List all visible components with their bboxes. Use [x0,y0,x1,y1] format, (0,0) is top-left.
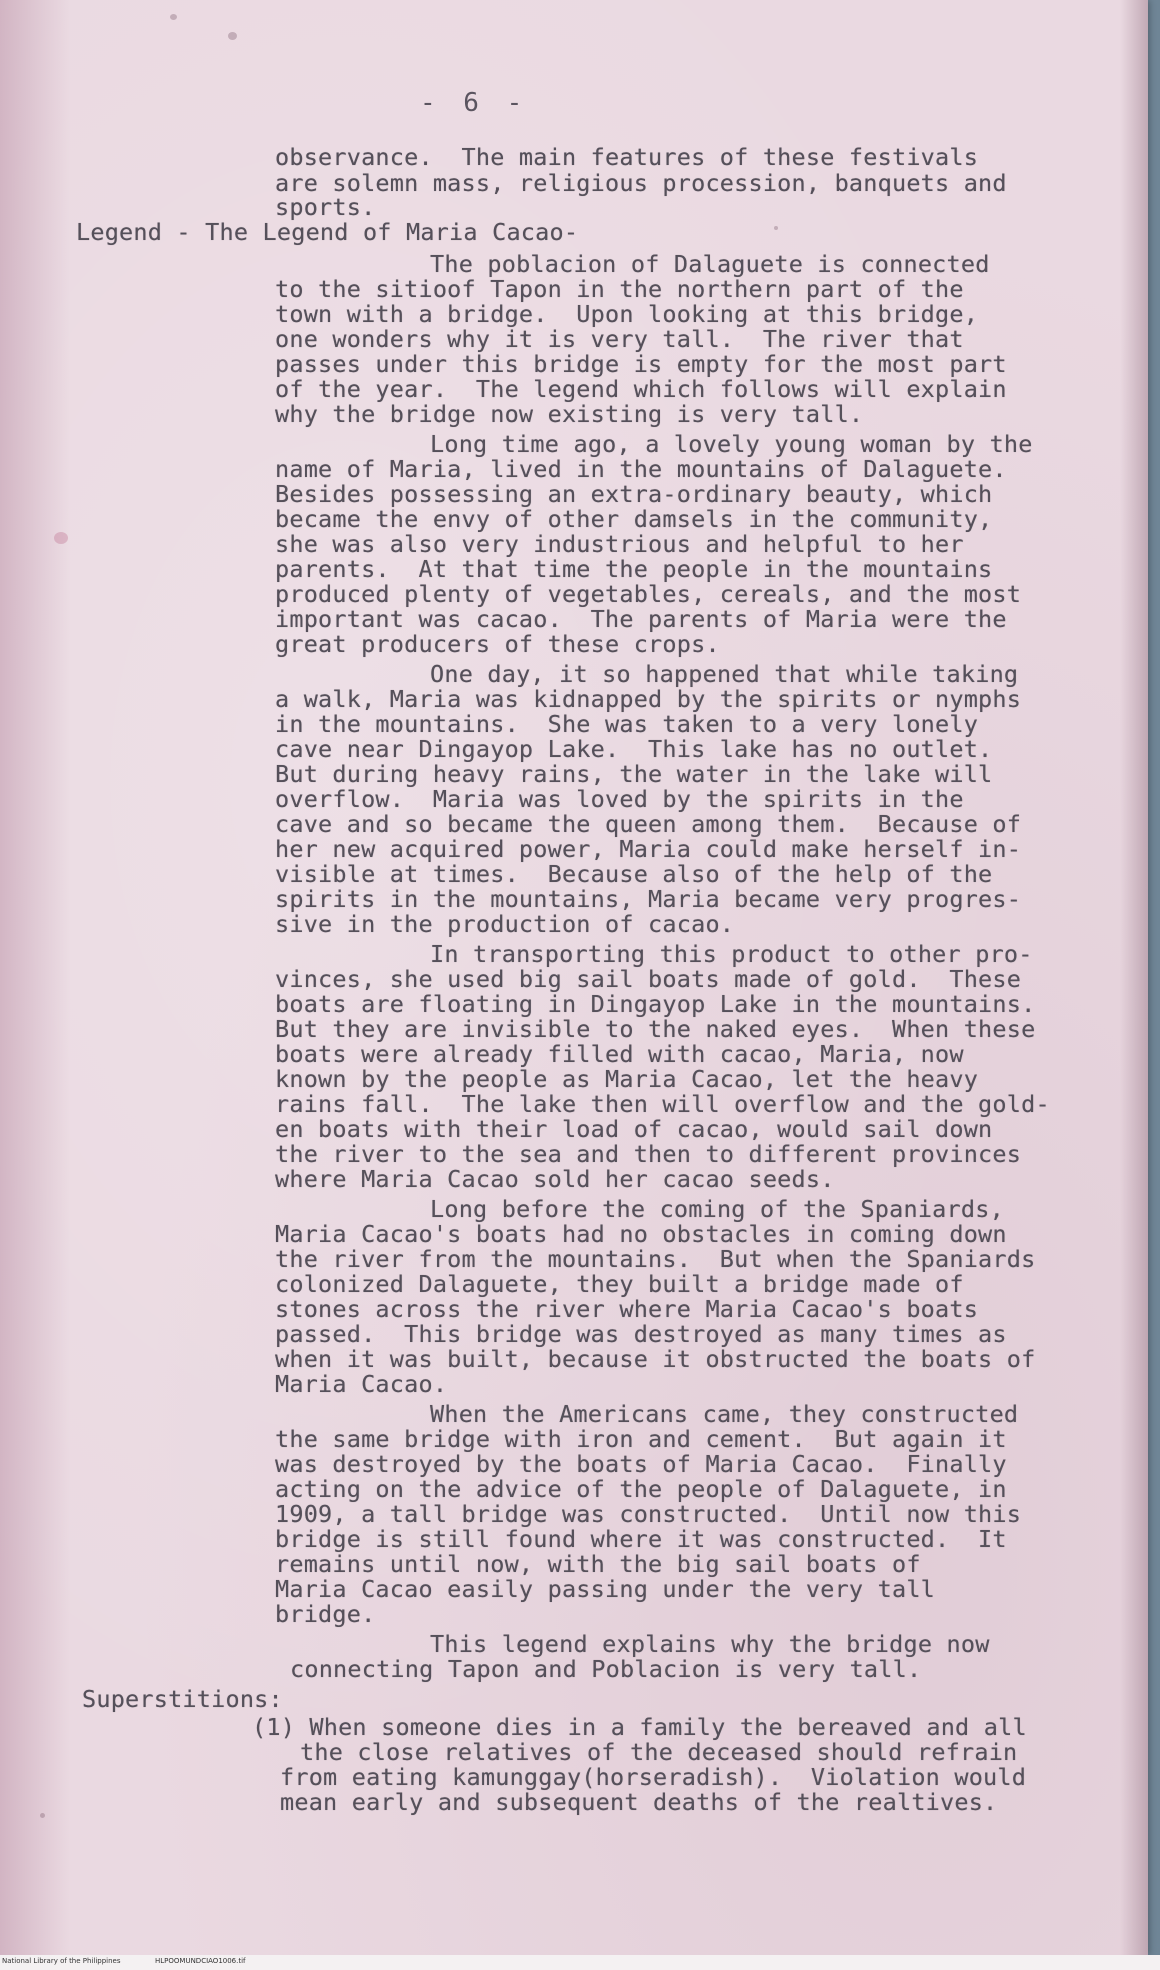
text-line: Maria Cacao easily passing under the very tall [275,1575,936,1603]
text-line: where Maria Cacao sold her cacao seeds. [275,1165,835,1193]
text-line: sports. [275,193,376,221]
text-line: the same bridge with iron and cement. But again it [275,1425,1007,1453]
text-line: acting on the advice of the people of Dalaguete, in [275,1475,1007,1503]
text-line: produced plenty of vegetables, cereals, and the most [275,580,1022,608]
text-line: Long before the coming of the Spaniards, [430,1195,1004,1223]
text-line: vinces, she used big sail boats made of gold. These [275,965,1022,993]
text-line: This legend explains why the bridge now [430,1630,990,1658]
text-line: connecting Tapon and Poblacion is very tall. [290,1655,922,1683]
paper-stain [774,226,778,230]
paper-stain [40,1813,45,1818]
text-line: Maria Cacao's boats had no obstacles in coming down [275,1220,1007,1248]
text-line: important was cacao. The parents of Maria were the [275,605,1007,633]
text-line: a walk, Maria was kidnapped by the spirits or nymphs [275,685,1022,713]
text-line: parents. At that time the people in the mountains [275,555,993,583]
footer-library: National Library of the Philippines [2,1957,121,1965]
text-line: in the mountains. She was taken to a very lonely [275,710,979,738]
page-number: - 6 - [420,88,529,118]
text-line: remains until now, with the big sail boats of [275,1550,921,1578]
section-heading-legend: Legend - The Legend of Maria Cacao- [76,218,579,246]
text-line: to the sitioof Tapon in the northern part of the [275,275,964,303]
text-line: the river from the mountains. But when the Spaniards [275,1245,1036,1273]
text-line: known by the people as Maria Cacao, let the heavy [275,1065,979,1093]
text-line: of the year. The legend which follows will explain [275,375,1007,403]
text-line: bridge is still found where it was constructed. It [275,1525,1007,1553]
text-line: boats were already filled with cacao, Maria, now [275,1040,964,1068]
text-line: colonized Dalaguete, they built a bridge made of [275,1270,964,1298]
text-line: passed. This bridge was destroyed as many times as [275,1320,1007,1348]
text-line: 1909, a tall bridge was constructed. Until now this [275,1500,1022,1528]
text-line: overflow. Maria was loved by the spirits in the [275,785,964,813]
text-line: But they are invisible to the naked eyes. When these [275,1015,1036,1043]
text-line: stones across the river where Maria Cacao's boats [275,1295,979,1323]
text-line: cave and so became the queen among them. Because of [275,810,1022,838]
text-line: became the envy of other damsels in the community, [275,505,993,533]
text-line: name of Maria, lived in the mountains of Dalaguete. [275,455,1007,483]
text-line: she was also very industrious and helpful to her [275,530,964,558]
text-line: town with a bridge. Upon looking at this bridge, [275,300,979,328]
text-line: Besides possessing an extra-ordinary beauty, which [275,480,993,508]
paper-stain [170,14,177,20]
text-line: cave near Dingayop Lake. This lake has no outlet. [275,735,993,763]
text-line: The poblacion of Dalaguete is connected [430,250,990,278]
paper-stain [228,32,237,40]
text-line: But during heavy rains, the water in the lake will [275,760,993,788]
text-line: Long time ago, a lovely young woman by the [430,430,1033,458]
text-line: bridge. [275,1600,376,1628]
text-line: the close relatives of the deceased should refrain [300,1738,1018,1766]
text-line: visible at times. Because also of the help of the [275,860,993,888]
text-line: sive in the production of cacao. [275,910,735,938]
text-line: In transporting this product to other pro- [430,940,1033,968]
page-edge-shadow [1120,0,1148,1955]
section-heading-superstitions: Superstitions: [82,1685,283,1713]
text-line: when it was built, because it obstructed the boats of [275,1345,1036,1373]
text-line: from eating kamunggay(horseradish). Violation would [280,1763,1027,1791]
text-line: her new acquired power, Maria could make herself in- [275,835,1022,863]
text-line: (1) When someone dies in a family the bereaved and all [252,1713,1027,1741]
text-line: one wonders why it is very tall. The river that [275,325,964,353]
text-line: boats are floating in Dingayop Lake in the mountains. [275,990,1036,1018]
page-fold-shadow [0,0,70,1955]
footer-file-code: HLPOOMUNDCIAO1006.tif [155,1957,246,1965]
text-line: mean early and subsequent deaths of the realtives. [280,1788,998,1816]
text-line: why the bridge now existing is very tall. [275,400,864,428]
text-line: great producers of these crops. [275,630,720,658]
text-line: One day, it so happened that while taking [430,660,1019,688]
text-line: passes under this bridge is empty for the most part [275,350,1007,378]
text-line: are solemn mass, religious procession, banquets and [275,169,1007,197]
text-line: When the Americans came, they constructed [430,1400,1019,1428]
paper-stain [54,532,68,544]
text-line: observance. The main features of these festivals [275,143,979,171]
text-line: en boats with their load of cacao, would sail down [275,1115,993,1143]
text-line: was destroyed by the boats of Maria Cacao. Finally [275,1450,1007,1478]
text-line: spirits in the mountains, Maria became very progres- [275,885,1022,913]
text-line: the river to the sea and then to different provinces [275,1140,1022,1168]
text-line: Maria Cacao. [275,1370,448,1398]
text-line: rains fall. The lake then will overflow and the gold- [275,1090,1050,1118]
